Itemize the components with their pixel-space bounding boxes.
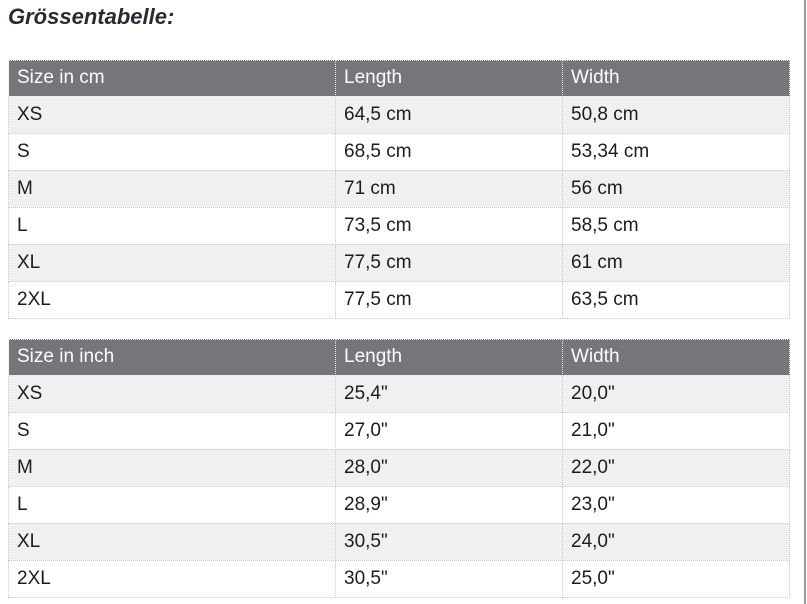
page-title: Grössentabelle:	[8, 4, 175, 29]
size-cell: S	[9, 133, 336, 170]
width-cell: 61 cm	[563, 244, 790, 281]
column-header-length: Length	[336, 339, 563, 375]
length-cell: 77,5 cm	[336, 244, 563, 281]
size-cell: XL	[9, 523, 336, 560]
length-cell: 71 cm	[336, 170, 563, 207]
column-header-size: Size in cm	[9, 60, 336, 96]
width-cell: 20,0"	[563, 375, 790, 412]
size-cell: M	[9, 449, 336, 486]
size-table-cm	[8, 60, 790, 319]
table-row	[9, 560, 790, 597]
column-header-length: Length	[336, 60, 563, 96]
width-cell: 24,0"	[563, 523, 790, 560]
size-cell: 2XL	[9, 281, 336, 318]
width-cell: 25,0"	[563, 560, 790, 597]
width-cell: 23,0"	[563, 486, 790, 523]
width-cell: 50,8 cm	[563, 96, 790, 133]
size-table-inch	[8, 339, 790, 598]
table-row	[9, 486, 790, 523]
size-cell: XL	[9, 244, 336, 281]
table-row	[9, 375, 790, 412]
size-cell: 2XL	[9, 560, 336, 597]
width-cell: 63,5 cm	[563, 281, 790, 318]
width-cell: 56 cm	[563, 170, 790, 207]
length-cell: 28,9"	[336, 486, 563, 523]
header-row	[9, 339, 790, 375]
table-row	[9, 244, 790, 281]
table-row	[9, 133, 790, 170]
length-cell: 28,0"	[336, 449, 563, 486]
length-cell: 73,5 cm	[336, 207, 563, 244]
page-edge-rule	[804, 0, 806, 604]
table-row	[9, 207, 790, 244]
length-cell: 68,5 cm	[336, 133, 563, 170]
table-row	[9, 96, 790, 133]
column-header-size: Size in inch	[9, 339, 336, 375]
table-row	[9, 412, 790, 449]
length-cell: 77,5 cm	[336, 281, 563, 318]
size-cell: XS	[9, 375, 336, 412]
column-header-width: Width	[563, 339, 790, 375]
width-cell: 21,0"	[563, 412, 790, 449]
header-row	[9, 60, 790, 96]
size-cell: L	[9, 486, 336, 523]
length-cell: 64,5 cm	[336, 96, 563, 133]
table-row	[9, 523, 790, 560]
width-cell: 53,34 cm	[563, 133, 790, 170]
length-cell: 30,5"	[336, 523, 563, 560]
table-row	[9, 449, 790, 486]
column-header-width: Width	[563, 60, 790, 96]
width-cell: 22,0"	[563, 449, 790, 486]
table-row	[9, 170, 790, 207]
size-cell: L	[9, 207, 336, 244]
length-cell: 25,4"	[336, 375, 563, 412]
length-cell: 27,0"	[336, 412, 563, 449]
length-cell: 30,5"	[336, 560, 563, 597]
size-cell: XS	[9, 96, 336, 133]
size-cell: S	[9, 412, 336, 449]
table-row	[9, 281, 790, 318]
width-cell: 58,5 cm	[563, 207, 790, 244]
size-cell: M	[9, 170, 336, 207]
